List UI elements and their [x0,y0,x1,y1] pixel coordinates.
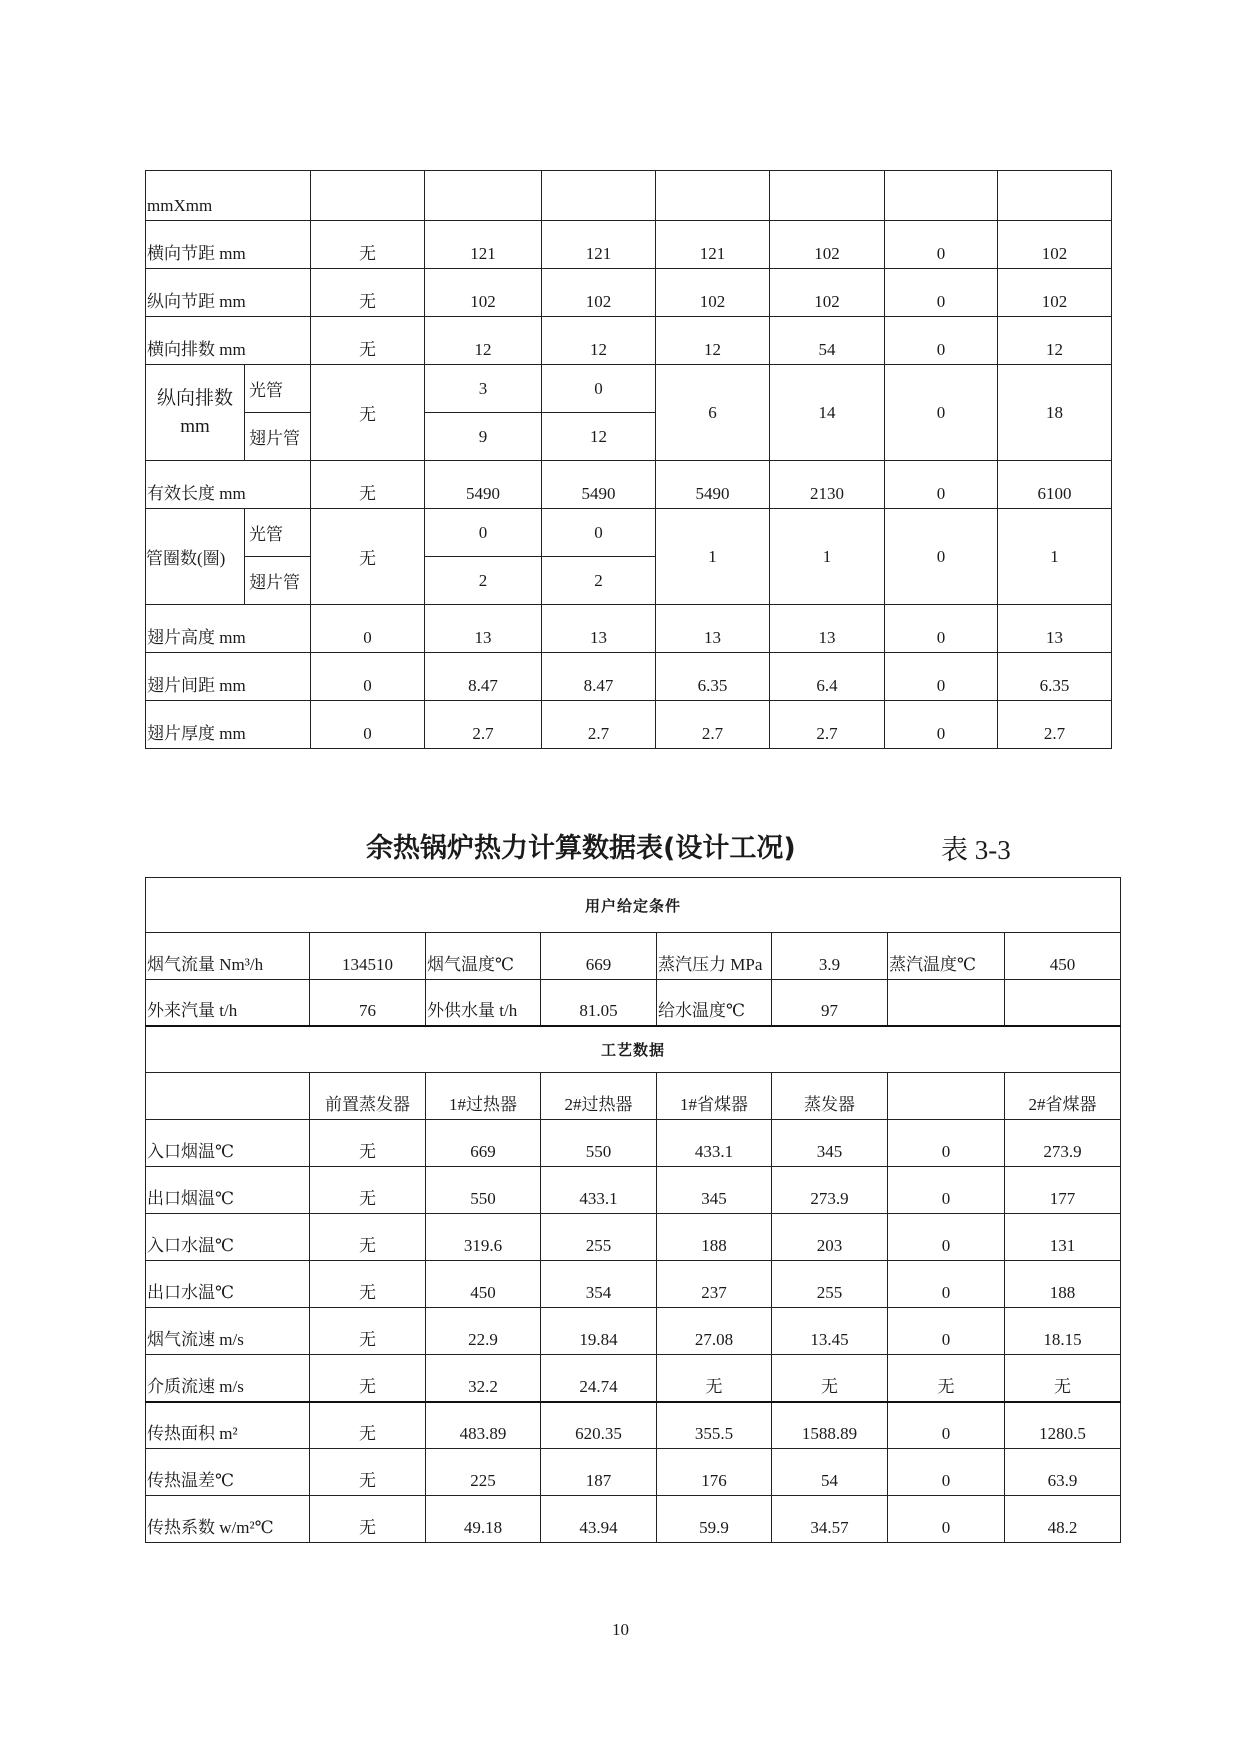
cell: 319.6 [426,1214,541,1261]
cell: 2.7 [656,701,770,749]
cell: 9 [425,413,542,461]
cell [425,171,542,221]
column-header: 1#过热器 [426,1073,541,1120]
cell: 无 [888,1355,1005,1402]
cell: 无 [311,269,425,317]
row-label: 翅片间距 mm [146,653,311,701]
field-label: 烟气温度℃ [426,933,541,980]
cell: 188 [1005,1261,1121,1308]
column-header: 2#过热器 [541,1073,657,1120]
cell: 1 [998,509,1112,605]
cell: 102 [656,269,770,317]
cell: 550 [426,1167,541,1214]
cell: 620.35 [541,1402,657,1449]
cell: 32.2 [426,1355,541,1402]
cell: 13 [656,605,770,653]
cell: 176 [657,1449,772,1496]
cell: 0 [311,605,425,653]
cell: 6.4 [770,653,885,701]
row-label: 横向节距 mm [146,221,311,269]
cell: 450 [426,1261,541,1308]
row-label: 传热温差℃ [146,1449,310,1496]
cell: 12 [656,317,770,365]
table-row [146,171,1112,221]
cell: 无 [310,1261,426,1308]
page-number: 10 [612,1620,629,1639]
cell: 5490 [656,461,770,509]
cell: 0 [885,365,998,461]
cell: 0 [888,1167,1005,1214]
table-row [146,701,1112,749]
cell: 0 [885,269,998,317]
field-value: 76 [310,980,426,1026]
cell: 24.74 [541,1355,657,1402]
cell [656,171,770,221]
row-label: 翅片高度 mm [146,605,311,653]
cell: 63.9 [1005,1449,1121,1496]
cell: 1588.89 [772,1402,888,1449]
cell: 273.9 [772,1167,888,1214]
field-value: 669 [541,933,657,980]
field-label: 蒸汽温度℃ [888,933,1005,980]
cell: 27.08 [657,1308,772,1355]
cell: 273.9 [1005,1120,1121,1167]
row-label: 传热面积 m² [146,1402,310,1449]
cell: 0 [542,365,656,413]
cell: 0 [888,1214,1005,1261]
cell: 0 [888,1261,1005,1308]
cell: 3 [425,365,542,413]
cell: 2 [542,557,656,605]
column-header: 前置蒸发器 [310,1073,426,1120]
cell: 102 [770,269,885,317]
user-conditions-header: 用户给定条件 [146,878,1121,933]
cell: 49.18 [426,1496,541,1543]
cell: 1280.5 [1005,1402,1121,1449]
column-header [146,1073,310,1120]
cell: 6.35 [656,653,770,701]
table-row [146,933,1121,980]
table-row [146,653,1112,701]
cell: 121 [542,221,656,269]
cell: 0 [885,317,998,365]
cell: 0 [542,509,656,557]
field-value: 134510 [310,933,426,980]
bare-tube-label: 光管 [245,365,311,413]
cell: 无 [310,1120,426,1167]
cell: 无 [310,1308,426,1355]
cell: 13 [425,605,542,653]
cell: 无 [657,1355,772,1402]
cell: 102 [998,221,1112,269]
cell: 433.1 [657,1120,772,1167]
cell: 0 [425,509,542,557]
cell: 5490 [425,461,542,509]
cell [770,171,885,221]
cell: 无 [311,365,425,461]
row-label: 入口水温℃ [146,1214,310,1261]
fin-tube-label: 翅片管 [245,557,311,605]
field-label: 外来汽量 t/h [146,980,310,1026]
table-row [146,1496,1121,1543]
cell: 0 [885,509,998,605]
cell: 188 [657,1214,772,1261]
cell: 131 [1005,1214,1121,1261]
cell: 102 [425,269,542,317]
field-label: 蒸汽压力 MPa [657,933,772,980]
cell: 无 [310,1167,426,1214]
row-label: 翅片厚度 mm [146,701,311,749]
table-title: 余热锅炉热力计算数据表(设计工况) [366,833,796,864]
cell: 345 [657,1167,772,1214]
cell: 102 [542,269,656,317]
row-label: 出口烟温℃ [146,1167,310,1214]
cell: 6100 [998,461,1112,509]
cell: 483.89 [426,1402,541,1449]
thermal-table [145,877,1121,1543]
cell: 14 [770,365,885,461]
table-row [146,1308,1121,1355]
row-label: 出口水温℃ [146,1261,310,1308]
cell: 354 [541,1261,657,1308]
cell: 2.7 [542,701,656,749]
field-label: 给水温度℃ [657,980,772,1026]
cell: 0 [888,1308,1005,1355]
cell: 54 [770,317,885,365]
table-row [146,1120,1121,1167]
cell: 13 [770,605,885,653]
table-row [146,980,1121,1026]
cell: 0 [885,221,998,269]
cell: 8.47 [425,653,542,701]
structure-table [145,170,1112,749]
cell: 无 [311,221,425,269]
field-value: 450 [1005,933,1121,980]
cell: 0 [885,653,998,701]
cell: 12 [542,413,656,461]
cell: 121 [656,221,770,269]
cell: 102 [998,269,1112,317]
cell: 13 [542,605,656,653]
table-row [146,1073,1121,1120]
cell: 203 [772,1214,888,1261]
cell: 0 [888,1402,1005,1449]
column-header: 2#省煤器 [1005,1073,1121,1120]
table-row [146,1449,1121,1496]
cell: 34.57 [772,1496,888,1543]
cell: 2.7 [770,701,885,749]
table-row [146,317,1112,365]
cell: 8.47 [542,653,656,701]
row-label: 有效长度 mm [146,461,311,509]
table-row [146,1214,1121,1261]
table-number: 表 3-3 [941,835,1011,865]
cell: 2 [425,557,542,605]
cell: 无 [310,1402,426,1449]
cell: 13 [998,605,1112,653]
cell: 18 [998,365,1112,461]
cell: 355.5 [657,1402,772,1449]
cell: 0 [888,1449,1005,1496]
cell: 102 [770,221,885,269]
longitudinal-rows-label-text: 纵向排数 mm [156,387,233,437]
cell: 255 [772,1261,888,1308]
cell: 无 [311,461,425,509]
cell: 48.2 [1005,1496,1121,1543]
column-header: 1#省煤器 [657,1073,772,1120]
cell: 255 [541,1214,657,1261]
cell: 6.35 [998,653,1112,701]
table-row [146,1355,1121,1402]
tube-coils-label: 管圈数(圈) [146,509,245,605]
cell: 43.94 [541,1496,657,1543]
field-label: 烟气流量 Nm³/h [146,933,310,980]
cell: 18.15 [1005,1308,1121,1355]
cell: 54 [772,1449,888,1496]
cell: 225 [426,1449,541,1496]
row-label: mmXmm [146,171,311,221]
cell: 237 [657,1261,772,1308]
cell: 0 [885,701,998,749]
cell: 0 [888,1496,1005,1543]
table-row [146,269,1112,317]
cell: 22.9 [426,1308,541,1355]
table-row [146,221,1112,269]
cell: 0 [885,461,998,509]
cell: 12 [542,317,656,365]
cell: 12 [425,317,542,365]
cell: 0 [888,1120,1005,1167]
column-header [888,1073,1005,1120]
field-label: 外供水量 t/h [426,980,541,1026]
row-label: 传热系数 w/m²℃ [146,1496,310,1543]
cell: 0 [311,653,425,701]
cell: 13.45 [772,1308,888,1355]
table-row [146,605,1112,653]
cell: 5490 [542,461,656,509]
cell: 无 [310,1449,426,1496]
cell: 550 [541,1120,657,1167]
bare-tube-label: 光管 [245,509,311,557]
cell: 345 [772,1120,888,1167]
column-header: 蒸发器 [772,1073,888,1120]
table-row [146,1261,1121,1308]
cell: 无 [311,509,425,605]
cell: 2130 [770,461,885,509]
cell: 6 [656,365,770,461]
field-value: 97 [772,980,888,1026]
row-label: 介质流速 m/s [146,1355,310,1402]
cell: 121 [425,221,542,269]
field-value: 81.05 [541,980,657,1026]
cell [311,171,425,221]
cell: 433.1 [541,1167,657,1214]
cell: 177 [1005,1167,1121,1214]
cell: 无 [310,1496,426,1543]
cell: 19.84 [541,1308,657,1355]
cell: 无 [310,1214,426,1261]
row-label: 入口烟温℃ [146,1120,310,1167]
field-value: 3.9 [772,933,888,980]
cell: 无 [310,1355,426,1402]
cell: 2.7 [998,701,1112,749]
cell [542,171,656,221]
cell: 1 [770,509,885,605]
longitudinal-rows-label [146,365,245,461]
field-label [888,980,1005,1026]
fin-tube-label: 翅片管 [245,413,311,461]
cell: 187 [541,1449,657,1496]
cell: 无 [772,1355,888,1402]
cell: 0 [885,605,998,653]
cell: 59.9 [657,1496,772,1543]
cell: 669 [426,1120,541,1167]
cell [998,171,1112,221]
cell: 1 [656,509,770,605]
row-label: 纵向节距 mm [146,269,311,317]
row-label: 烟气流速 m/s [146,1308,310,1355]
cell: 无 [311,317,425,365]
cell: 12 [998,317,1112,365]
cell [885,171,998,221]
cell: 无 [1005,1355,1121,1402]
table-row [146,1167,1121,1214]
cell: 0 [311,701,425,749]
process-data-header: 工艺数据 [146,1026,1121,1073]
cell: 2.7 [425,701,542,749]
row-label: 横向排数 mm [146,317,311,365]
table-row [146,1402,1121,1449]
field-value [1005,980,1121,1026]
